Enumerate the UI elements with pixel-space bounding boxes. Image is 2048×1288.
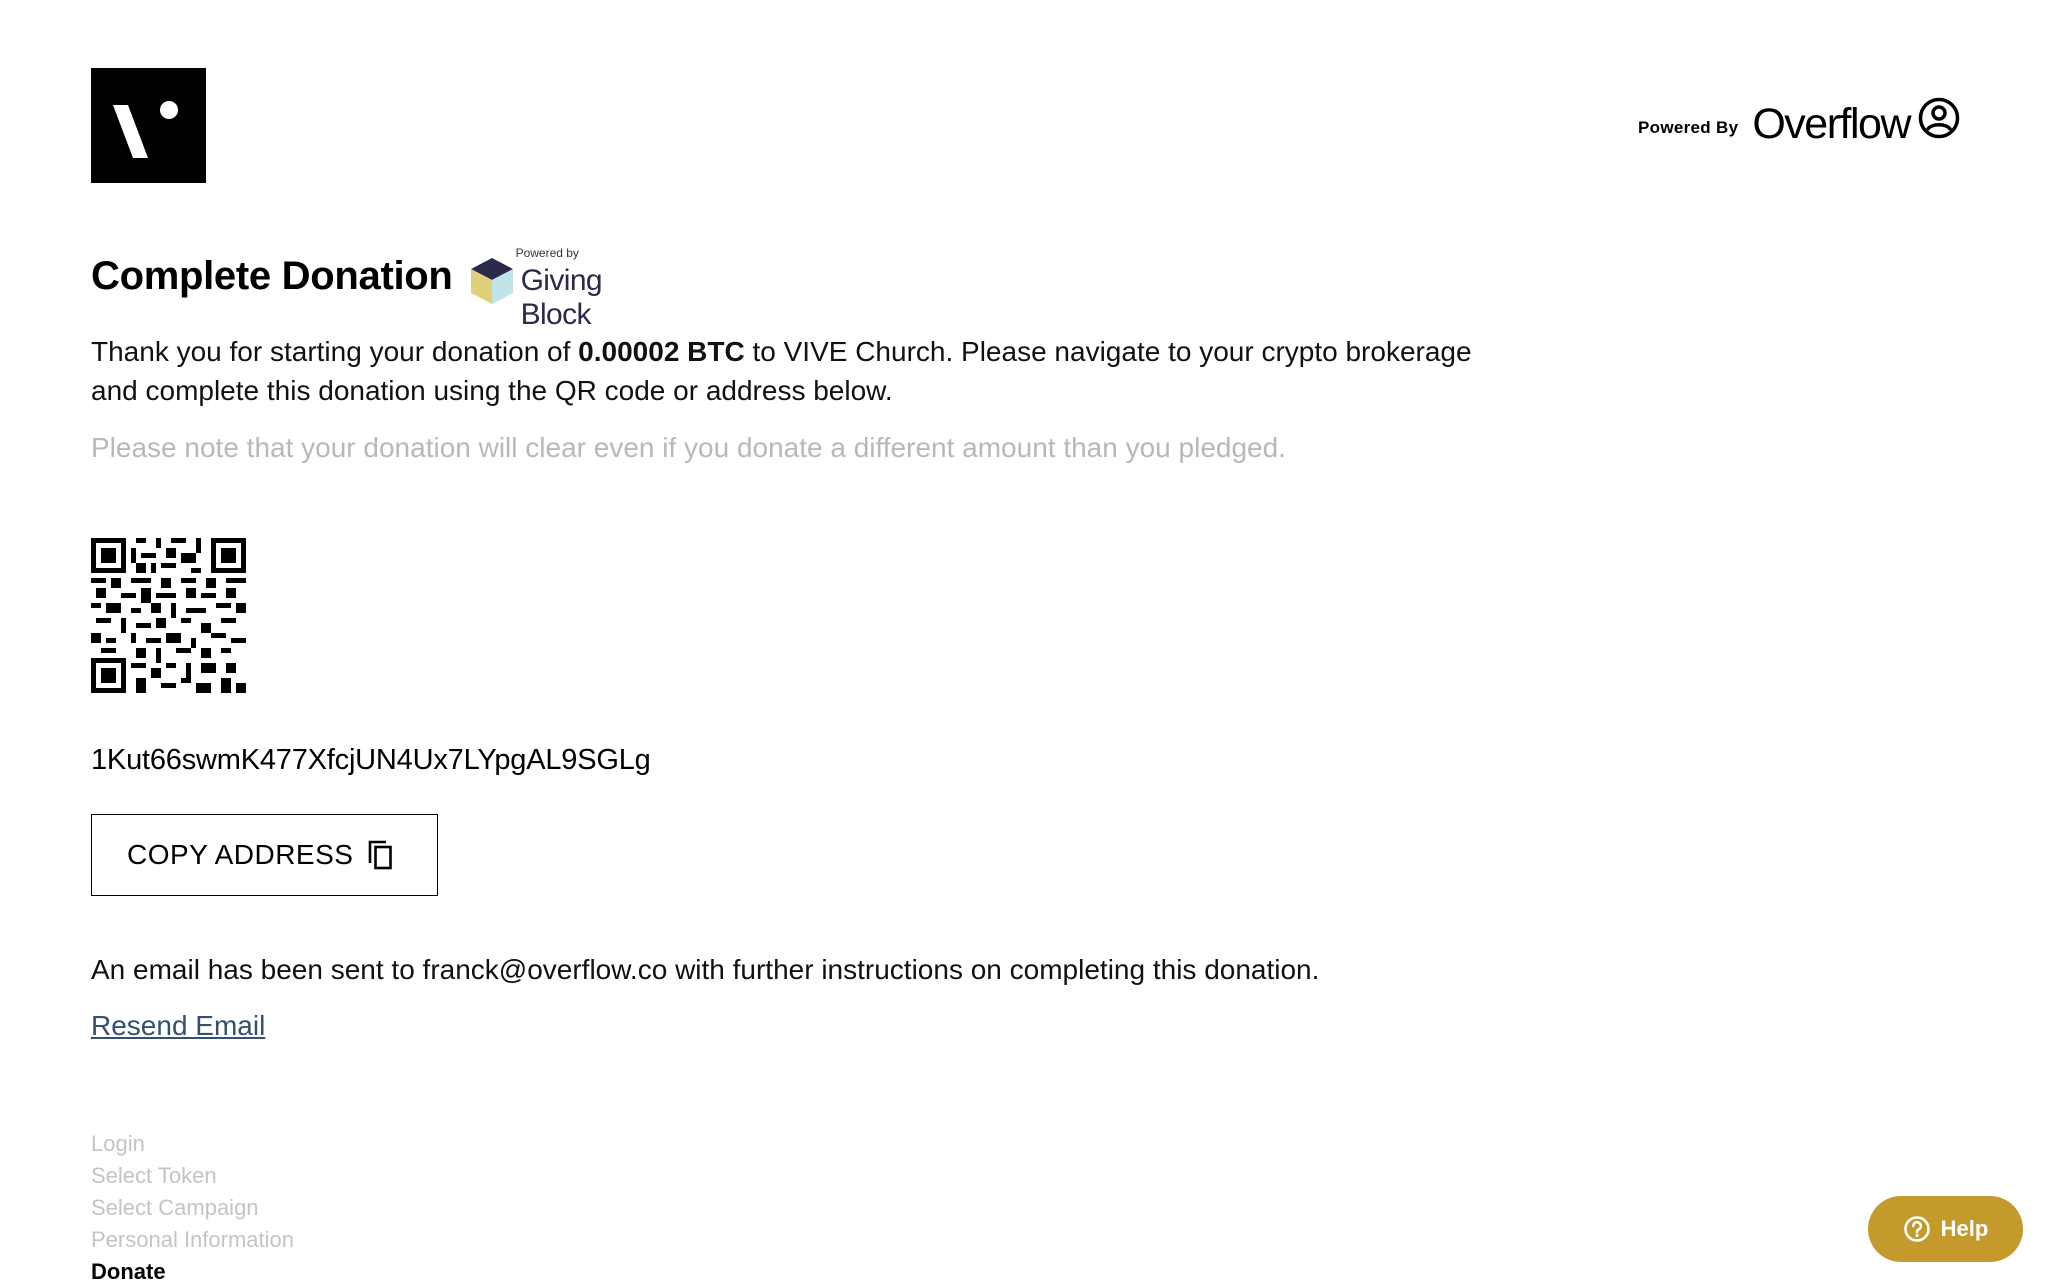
giving-block-badge bbox=[469, 246, 669, 331]
donation-intro bbox=[91, 332, 1491, 410]
step-select-campaign: Select Campaign bbox=[91, 1195, 259, 1220]
step-personal-information: Personal Information bbox=[91, 1227, 294, 1252]
user-circle-icon[interactable] bbox=[1918, 97, 1960, 139]
wallet-address: 1Kut66swmK477XfcjUN4Ux7LYpgAL9SGLg bbox=[91, 744, 651, 776]
step-list bbox=[91, 1128, 294, 1288]
powered-by-label: Powered By bbox=[1638, 118, 1739, 137]
step-login: Login bbox=[91, 1131, 145, 1156]
copy-icon bbox=[367, 839, 395, 871]
donation-amount: 0.00002 BTC bbox=[578, 336, 745, 367]
help-button[interactable] bbox=[1868, 1196, 2023, 1262]
question-circle-icon bbox=[1903, 1215, 1931, 1243]
giving-block-cube-icon bbox=[469, 256, 515, 306]
powered-by-overflow bbox=[1638, 96, 1910, 146]
overflow-brand: Overflow bbox=[1752, 100, 1910, 148]
resend-email-link[interactable]: Resend Email bbox=[91, 1010, 266, 1041]
step-donate: Donate bbox=[91, 1259, 166, 1284]
qr-code bbox=[91, 538, 246, 693]
page-title: Complete Donation bbox=[91, 253, 453, 298]
help-label: Help bbox=[1940, 1216, 1989, 1241]
title-row bbox=[91, 246, 669, 331]
copy-address-button[interactable] bbox=[91, 814, 438, 896]
donation-note: Please note that your donation will clear even if you donate a different amount than you pledged. bbox=[91, 432, 1286, 463]
copy-address-label: COPY ADDRESS bbox=[127, 839, 354, 870]
giving-block-powered-by: Powered by bbox=[515, 246, 579, 260]
intro-suffix: to VIVE Church. Please navigate to your crypto brokerage and complete this donation using the QR code or address below. bbox=[91, 336, 1472, 406]
giving-block-name: Giving Block bbox=[520, 264, 602, 331]
intro-prefix: Thank you for starting your donation of bbox=[91, 336, 579, 367]
step-select-token: Select Token bbox=[91, 1163, 217, 1188]
email-sent-message: An email has been sent to franck@overflow.co with further instructions on completing this donation. bbox=[91, 954, 1320, 985]
vive-logo-icon bbox=[91, 68, 206, 183]
vive-logo[interactable] bbox=[91, 68, 206, 183]
